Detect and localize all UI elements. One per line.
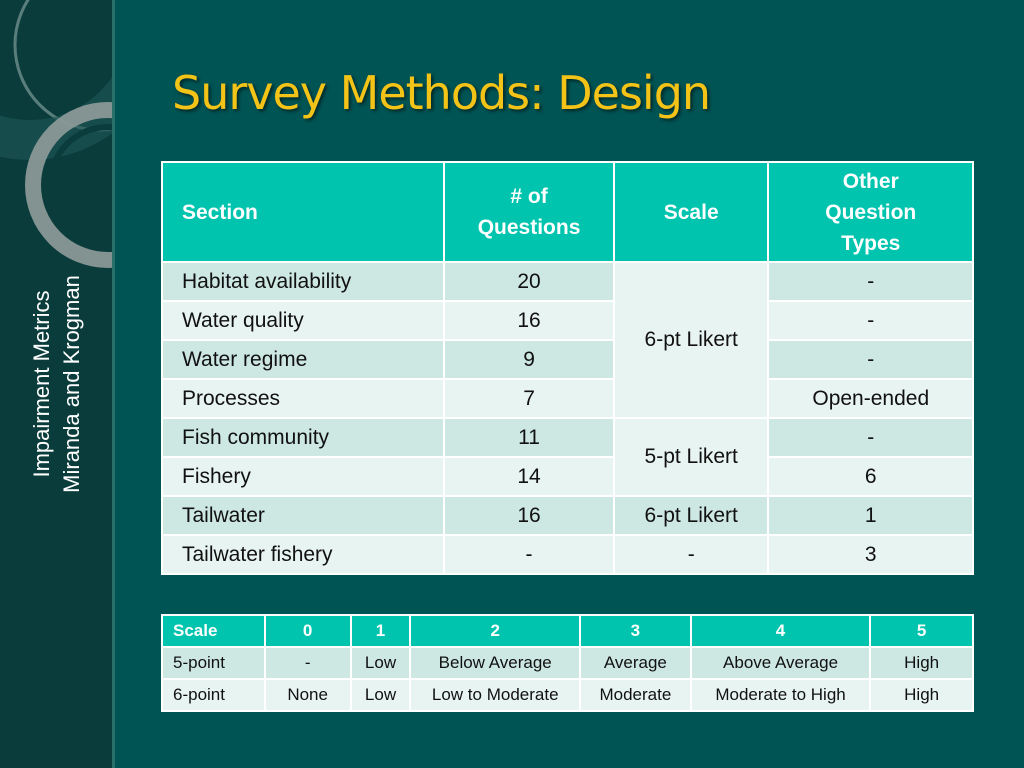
table-row [162, 496, 973, 535]
sidebar-caption [27, 275, 87, 493]
header-other-line-3: Types [841, 231, 901, 255]
cell-other: 1 [768, 496, 973, 535]
table-header-row [162, 162, 973, 262]
cell-section: Water regime [162, 340, 444, 379]
cell-section: Fish community [162, 418, 444, 457]
table-row [162, 535, 973, 574]
scale-cell: High [870, 647, 973, 679]
scale-header-cell: 4 [691, 615, 870, 647]
cell-scale-group: 5-pt Likert [614, 418, 769, 496]
cell-section: Tailwater fishery [162, 535, 444, 574]
cell-questions: 16 [444, 496, 614, 535]
scale-cell: Below Average [410, 647, 580, 679]
scale-row [162, 647, 973, 679]
cell-questions: 7 [444, 379, 614, 418]
sidebar-line-1: Impairment Metrics [29, 290, 54, 478]
header-section: Section [162, 162, 444, 262]
cell-section: Fishery [162, 457, 444, 496]
likert-scale-table [161, 614, 974, 712]
sidebar [0, 0, 114, 768]
cell-section: Tailwater [162, 496, 444, 535]
cell-other: - [768, 301, 973, 340]
header-other-line-2: Question [825, 200, 917, 224]
scale-cell: Above Average [691, 647, 870, 679]
scale-header-cell: 0 [265, 615, 351, 647]
scale-cell: 5-point [162, 647, 265, 679]
scale-cell: - [265, 647, 351, 679]
cell-questions: 11 [444, 418, 614, 457]
sidebar-line-2: Miranda and Krogman [59, 275, 84, 493]
scale-cell: Average [580, 647, 691, 679]
cell-other: - [768, 262, 973, 301]
cell-scale-group: - [614, 535, 769, 574]
scale-header-cell: 2 [410, 615, 580, 647]
table-row [162, 340, 973, 379]
cell-other: 3 [768, 535, 973, 574]
scale-cell: Low [351, 679, 411, 711]
table-row [162, 457, 973, 496]
cell-section: Water quality [162, 301, 444, 340]
scale-header-row [162, 615, 973, 647]
cell-other: 6 [768, 457, 973, 496]
cell-questions: 16 [444, 301, 614, 340]
scale-header-cell: Scale [162, 615, 265, 647]
cell-questions: 20 [444, 262, 614, 301]
scale-cell: None [265, 679, 351, 711]
scale-cell: 6-point [162, 679, 265, 711]
scale-header-cell: 1 [351, 615, 411, 647]
scale-cell: Moderate to High [691, 679, 870, 711]
cell-other: Open-ended [768, 379, 973, 418]
cell-scale-group: 6-pt Likert [614, 262, 769, 418]
header-scale: Scale [614, 162, 769, 262]
cell-other: - [768, 340, 973, 379]
scale-header-cell: 3 [580, 615, 691, 647]
table-row [162, 262, 973, 301]
header-questions [444, 162, 614, 262]
scale-row [162, 679, 973, 711]
header-questions-line-2: Questions [477, 216, 581, 239]
sidebar-divider [112, 0, 115, 768]
table-row [162, 301, 973, 340]
scale-header-cell: 5 [870, 615, 973, 647]
cell-questions: 9 [444, 340, 614, 379]
header-other-question-types [768, 162, 973, 262]
scale-cell: Low [351, 647, 411, 679]
table-row [162, 418, 973, 457]
cell-questions: - [444, 535, 614, 574]
slide-title: Survey Methods: Design [172, 66, 711, 120]
cell-section: Processes [162, 379, 444, 418]
table-row [162, 379, 973, 418]
scale-cell: High [870, 679, 973, 711]
header-other-line-1: Other [842, 169, 899, 193]
survey-design-table [161, 161, 974, 575]
cell-scale-group: 6-pt Likert [614, 496, 769, 535]
cell-questions: 14 [444, 457, 614, 496]
cell-other: - [768, 418, 973, 457]
scale-cell: Moderate [580, 679, 691, 711]
header-questions-line-1: # of [510, 185, 548, 208]
scale-cell: Low to Moderate [410, 679, 580, 711]
cell-section: Habitat availability [162, 262, 444, 301]
